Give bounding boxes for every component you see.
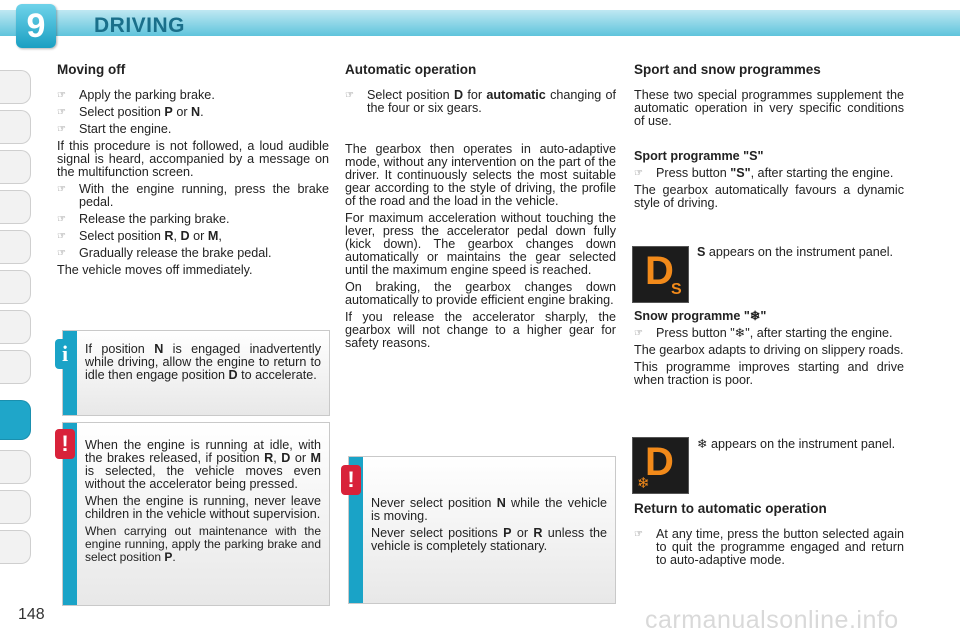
warning-p-r-paragraph: Never select positions P or R unless the vehicle is completely stationary.: [371, 526, 607, 553]
snowflake-icon: ❄: [637, 475, 650, 492]
bullet-apply-parking-brake: ☞ Apply the parking brake.: [57, 88, 215, 102]
paragraph-vehicle-moves-off: The vehicle moves off immediately.: [57, 263, 253, 277]
bullet-select-r-d-m: ☞ Select position R, D or M,: [57, 229, 222, 243]
snow-programme-block: [634, 310, 904, 387]
watermark: carmanualsonline.info: [645, 606, 899, 634]
automatic-operation-section: [345, 62, 616, 350]
gear-d-symbol: D: [645, 440, 674, 484]
paragraph-release-accelerator: If you release the accelerator sharply, the gearbox will not change to a higher gear for safety reasons.: [345, 310, 616, 350]
warning-box-idle: [62, 422, 330, 606]
bullet-icon: ☞: [57, 90, 66, 101]
bullet-icon: ☞: [634, 529, 643, 540]
info-icon: i: [55, 339, 75, 369]
chapter-tab-8[interactable]: [0, 350, 31, 384]
bullet-icon: ☞: [57, 107, 66, 118]
sport-snow-section: [634, 62, 904, 128]
paragraph-traction: This programme improves starting and drive when traction is poor.: [634, 360, 904, 387]
sport-programme-block: [634, 150, 904, 210]
chapter-number-badge: 9: [16, 4, 56, 48]
info-box: [62, 330, 330, 416]
warning-maintenance-paragraph: When carrying out maintenance with the engine running, apply the parking brake and select position P.: [85, 524, 321, 564]
bullet-press-s: ☞ Press button "S", after starting the engine.: [634, 166, 894, 180]
chapter-tab-3[interactable]: [0, 150, 31, 184]
sport-s-symbol: S: [671, 281, 682, 298]
moving-off-heading: Moving off: [57, 62, 126, 77]
chapter-title: DRIVING: [94, 14, 186, 37]
chapter-tab-5[interactable]: [0, 230, 31, 264]
chapter-tab-12[interactable]: [0, 530, 31, 564]
warning-box-positions-text: [371, 497, 607, 553]
chapter-tab-11[interactable]: [0, 490, 31, 524]
return-automatic-heading: Return to automatic operation: [634, 501, 827, 516]
paragraph-auto-adaptive: The gearbox then operates in auto-adaptive mode, without any intervention on the part of the driver. It continuously selects the most suitable gear according to the style of driving, the profile of the road and the load in the vehicle.: [345, 142, 616, 208]
bullet-release-brake-pedal: ☞ Gradually release the brake pedal.: [57, 246, 272, 260]
bullet-icon: ☞: [57, 184, 66, 195]
snow-programme-heading: Snow programme "❄": [634, 309, 767, 323]
chapter-tab-7[interactable]: [0, 310, 31, 344]
bullet-icon: ☞: [57, 248, 66, 259]
chapter-tab-9-active[interactable]: [0, 400, 31, 440]
sport-display-caption: S appears on the instrument panel.: [697, 245, 894, 259]
chapter-tab-4[interactable]: [0, 190, 31, 224]
paragraph-audible-signal: If this procedure is not followed, a loud audible signal is heard, accompanied by a message on the multifunction screen.: [57, 139, 329, 179]
bullet-icon: ☞: [634, 328, 643, 339]
warning-box-positions: [348, 456, 616, 604]
warning-children-paragraph: When the engine is running, never leave children in the vehicle without supervision.: [85, 494, 321, 521]
page-number: 148: [18, 606, 45, 623]
sport-programme-heading: Sport programme "S": [634, 149, 764, 163]
chapter-tab-1[interactable]: [0, 70, 31, 104]
warning-idle-paragraph: When the engine is running at idle, with the brakes released, if position R, D or M is selected, the vehicle moves even without the accelerator being pressed.: [85, 438, 321, 491]
bullet-return-auto: ☞ At any time, press the button selected again to quit the programme engaged and return to auto-adaptive mode.: [634, 527, 904, 567]
chapter-tab-10[interactable]: [0, 450, 31, 484]
paragraph-slippery-roads: The gearbox adapts to driving on slippery roads.: [634, 343, 904, 357]
bullet-press-brake: ☞ With the engine running, press the brake pedal.: [57, 182, 329, 209]
chapter-tab-2[interactable]: [0, 110, 31, 144]
return-automatic-block: [634, 501, 904, 567]
gear-d-symbol: D: [645, 249, 674, 293]
warning-box-idle-text: [85, 439, 321, 564]
sport-snow-heading: Sport and snow programmes: [634, 62, 821, 77]
instrument-panel-sport-display: [632, 246, 689, 303]
bullet-press-snow: ☞ Press button "❄", after starting the engine.: [634, 326, 893, 340]
paragraph-kick-down: For maximum acceleration without touching the lever, press the accelerator pedal down fully (kick down). The gearbox changes down automatically or maintains the gear selected until the maximum engine speed is reached.: [345, 211, 616, 277]
bullet-start-engine: ☞ Start the engine.: [57, 122, 172, 136]
paragraph-dynamic-style: The gearbox automatically favours a dynamic style of driving.: [634, 183, 904, 210]
warning-neutral-paragraph: Never select position N while the vehicle is moving.: [371, 496, 607, 523]
automatic-operation-heading: Automatic operation: [345, 62, 477, 77]
info-box-text: If position N is engaged inadvertently while driving, allow the engine to return to idle then engage position D to accelerate.: [85, 342, 321, 382]
bullet-select-d: ☞ Select position D for automatic changing of the four or six gears.: [345, 88, 616, 115]
bullet-select-p-or-n: ☞ Select position P or N.: [57, 105, 204, 119]
warning-icon: !: [55, 429, 75, 459]
moving-off-section: [57, 62, 329, 277]
bullet-icon: ☞: [57, 214, 66, 225]
bullet-icon: ☞: [634, 168, 643, 179]
bullet-icon: ☞: [345, 90, 354, 101]
paragraph-braking: On braking, the gearbox changes down automatically to provide efficient engine braking.: [345, 280, 616, 307]
warning-icon: !: [341, 465, 361, 495]
chapter-tab-6[interactable]: [0, 270, 31, 304]
bullet-icon: ☞: [57, 231, 66, 242]
bullet-icon: ☞: [57, 124, 66, 135]
instrument-panel-snow-display: [632, 437, 689, 494]
paragraph-programmes-intro: These two special programmes supplement the automatic operation in very specific conditions of use.: [634, 88, 904, 128]
bullet-release-parking-brake: ☞ Release the parking brake.: [57, 212, 230, 226]
snow-display-caption: ❄ appears on the instrument panel.: [697, 437, 896, 451]
